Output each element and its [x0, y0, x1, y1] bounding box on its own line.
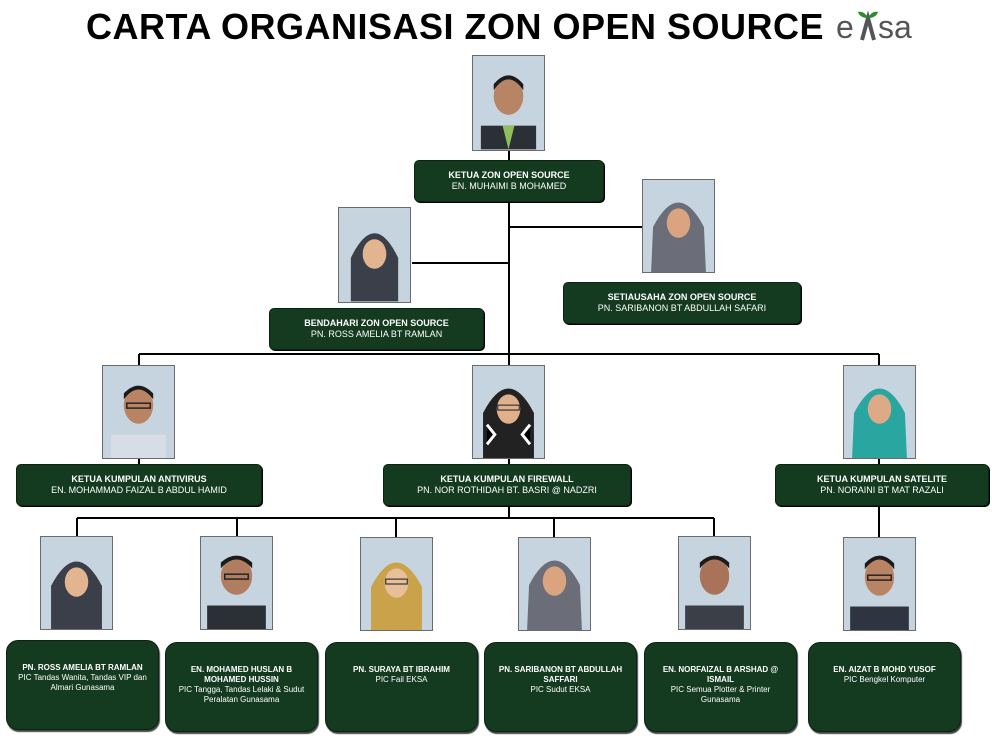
- member-name: EN. MOHAMED HUSLAN B MOHAMED HUSSIN: [190, 665, 293, 684]
- photo-member-3: [360, 537, 433, 631]
- photo-ketua-firewall: [472, 365, 545, 459]
- setiausaha-name: PN. SARIBANON BT ABDULLAH SAFARI: [597, 303, 767, 313]
- photo-member-4: [518, 537, 591, 631]
- member-box-2: [165, 642, 318, 732]
- member-pic: PIC Tandas Wanita, Tandas VIP dan Almari Gunasama: [18, 673, 147, 692]
- photo-member-6: [843, 537, 916, 631]
- setiausaha-box: [563, 282, 801, 324]
- bendahari-role: BENDAHARI ZON OPEN SOURCE: [304, 318, 449, 328]
- group-name: PN. NOR ROTHIDAH BT. BASRI @ NADZRI: [417, 485, 597, 495]
- group-role: KETUA KUMPULAN SATELITE: [817, 474, 947, 484]
- svg-text:e: e: [836, 9, 854, 45]
- ketua-kumpulan-firewall-box: [383, 464, 631, 506]
- photo-bendahari: [338, 207, 411, 303]
- photo-member-1: [40, 536, 113, 630]
- member-name: PN. SURAYA BT IBRAHIM: [353, 665, 450, 674]
- photo-ketua-satelite: [843, 365, 916, 459]
- group-name: EN. MOHAMMAD FAIZAL B ABDUL HAMID: [51, 485, 227, 495]
- member-name: EN. NORFAIZAL B ARSHAD @ ISMAIL: [662, 665, 779, 684]
- ketua-kumpulan-satelite-box: [775, 464, 989, 506]
- photo-ketua: [472, 55, 545, 151]
- photo-member-5: [678, 536, 751, 630]
- ketua-role: KETUA ZON OPEN SOURCE: [448, 170, 570, 180]
- member-pic: PIC Sudut EKSA: [530, 685, 591, 694]
- photo-member-2: [200, 536, 273, 630]
- member-box-6: [808, 642, 961, 732]
- ketua-name: EN. MUHAIMI B MOHAMED: [451, 181, 567, 191]
- member-box-4: [484, 642, 637, 732]
- page-title: CARTA ORGANISASI ZON OPEN SOURCE: [86, 6, 825, 47]
- member-name: EN. AIZAT B MOHD YUSOF: [833, 665, 936, 674]
- setiausaha-role: SETIAUSAHA ZON OPEN SOURCE: [607, 292, 757, 302]
- group-role: KETUA KUMPULAN FIREWALL: [440, 474, 574, 484]
- photo-ketua-antivirus: [102, 365, 175, 459]
- member-box-5: [644, 642, 797, 732]
- member-name: PN. SARIBANON BT ABDULLAH SAFFARI: [498, 665, 623, 684]
- bendahari-name: PN. ROSS AMELIA BT RAMLAN: [310, 329, 443, 339]
- member-box-1: [6, 640, 159, 730]
- member-box-3: [325, 642, 478, 732]
- ketua-kumpulan-antivirus-box: [16, 464, 262, 506]
- member-pic: PIC Fail EKSA: [375, 675, 428, 684]
- member-pic: PIC Tangga, Tandas Lelaki & Sudut Peralatan Gunasama: [178, 685, 305, 704]
- photo-setiausaha: [642, 179, 715, 273]
- svg-text:sa: sa: [878, 9, 912, 45]
- bendahari-box: [269, 308, 484, 350]
- group-name: PN. NORAINI BT MAT RAZALI: [820, 485, 944, 495]
- group-role: KETUA KUMPULAN ANTIVIRUS: [71, 474, 207, 484]
- ketua-zon-box: [414, 160, 604, 202]
- member-pic: PIC Semua Plotter & Printer Gunasama: [670, 685, 771, 704]
- member-name: PN. ROSS AMELIA BT RAMLAN: [22, 663, 143, 672]
- member-pic: PIC Bengkel Komputer: [843, 675, 926, 684]
